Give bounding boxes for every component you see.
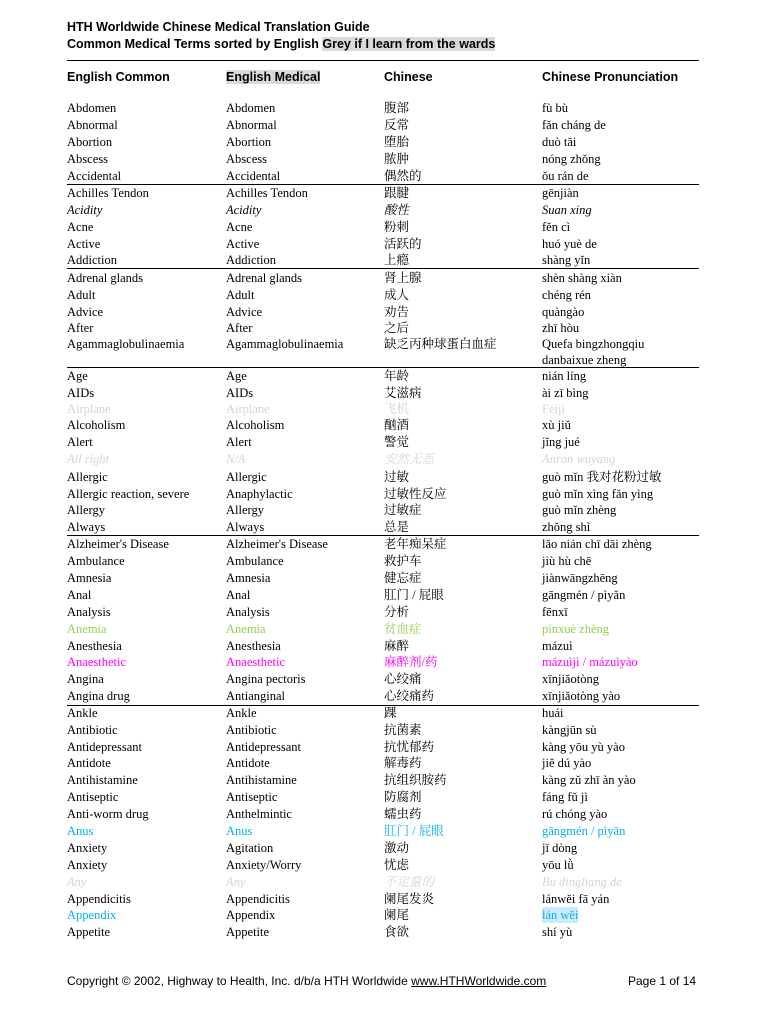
- english-common-cell: All right: [67, 452, 110, 466]
- chinese-cell: 跟腱: [384, 186, 410, 200]
- chinese-cell: 麻醉: [384, 639, 410, 653]
- english-common-cell: Abdomen: [67, 101, 117, 115]
- pronunciation-cell: jiù hù chē: [542, 554, 592, 568]
- pronunciation-cell: shàng yǐn: [542, 253, 591, 267]
- english-medical-cell: Advice: [226, 305, 263, 319]
- pronunciation-cell: xīnjiǎotòng yào: [542, 689, 621, 703]
- english-medical-cell: Addiction: [226, 253, 276, 267]
- pronunciation-cell: fǎn cháng de: [542, 118, 606, 132]
- chinese-cell: 总是: [384, 520, 410, 534]
- pronunciation-cell: fěn cì: [542, 220, 571, 234]
- chinese-cell: 贫血症: [384, 622, 422, 636]
- english-medical-cell: Anthelmintic: [226, 807, 292, 821]
- pronunciation-cell: Suan xing: [542, 203, 592, 217]
- pronunciation-cell: mázuìjì / mázuìyào: [542, 655, 638, 669]
- english-medical-cell: Adult: [226, 288, 255, 302]
- chinese-cell: 救护车: [384, 554, 422, 568]
- pronunciation-cell: rú chóng yào: [542, 807, 608, 821]
- pronunciation-cell: gēnjiàn: [542, 186, 579, 200]
- pronunciation-cell: huó yuè de: [542, 237, 597, 251]
- english-medical-cell: Allergic: [226, 470, 267, 484]
- english-medical-cell: Appendicitis: [226, 892, 290, 906]
- pronunciation-cell: yōu lǜ: [542, 858, 574, 872]
- english-common-cell: Active: [67, 237, 101, 251]
- english-medical-cell: Antihistamine: [226, 773, 297, 787]
- english-medical-cell: Airplane: [226, 402, 270, 416]
- english-medical-cell: Antianginal: [226, 689, 286, 703]
- english-common-cell: Angina drug: [67, 689, 130, 703]
- english-common-cell: Antidote: [67, 756, 111, 770]
- english-common-cell: Addiction: [67, 253, 117, 267]
- english-common-cell: Advice: [67, 305, 104, 319]
- chinese-cell: 抗组织胺药: [384, 773, 447, 787]
- section-divider: [67, 367, 699, 368]
- english-medical-cell: Antibiotic: [226, 723, 277, 737]
- english-medical-cell: Anal: [226, 588, 251, 602]
- chinese-cell: 肾上腺: [384, 271, 422, 285]
- pronunciation-cell: nóng zhǒng: [542, 152, 601, 166]
- subtitle-text: Common Medical Terms sorted by English: [67, 37, 319, 51]
- chinese-cell: 酸性: [384, 203, 410, 217]
- copyright-text: Copyright © 2002, Highway to Health, Inc. d/b/a HTH Worldwide: [67, 974, 408, 988]
- section-divider: [67, 535, 699, 536]
- english-medical-cell: Abortion: [226, 135, 272, 149]
- english-common-cell: Angina: [67, 672, 104, 686]
- pronunciation-cell: gāngmén / pìyǎn: [542, 588, 626, 602]
- chinese-cell: 警觉: [384, 435, 410, 449]
- english-medical-cell: Abscess: [226, 152, 267, 166]
- english-medical-cell: Anxiety/Worry: [226, 858, 302, 872]
- chinese-cell: 飞机: [384, 402, 410, 416]
- chinese-cell: 过敏症: [384, 503, 422, 517]
- pronunciation-cell: lán wěi: [542, 908, 579, 922]
- chinese-cell: 抗忧郁药: [384, 740, 435, 754]
- english-common-cell: Airplane: [67, 402, 111, 416]
- chinese-cell: 堕胎: [384, 135, 410, 149]
- english-common-cell: Always: [67, 520, 106, 534]
- english-common-cell: Amnesia: [67, 571, 112, 585]
- english-medical-cell: N/A: [226, 452, 246, 466]
- chinese-cell: 腹部: [384, 101, 410, 115]
- chinese-cell: 肛门 / 屁眼: [384, 824, 444, 838]
- chinese-cell: 老年痴呆症: [384, 537, 447, 551]
- english-common-cell: AIDs: [67, 386, 95, 400]
- chinese-cell: 忧虑: [384, 858, 410, 872]
- pronunciation-cell: Quefa bingzhongqiu danbaixue zheng: [542, 337, 645, 367]
- document-title: HTH Worldwide Chinese Medical Translation Guide: [67, 20, 370, 34]
- english-medical-cell: Any: [226, 875, 246, 889]
- english-medical-cell: Analysis: [226, 605, 270, 619]
- column-header-english-common: English Common: [67, 70, 170, 84]
- english-medical-cell: Anaesthetic: [226, 655, 286, 669]
- pronunciation-cell: ǒu rán de: [542, 169, 589, 183]
- section-divider: [67, 60, 699, 61]
- pronunciation-cell: fēnxī: [542, 605, 568, 619]
- english-common-cell: Anal: [67, 588, 92, 602]
- chinese-cell: 分析: [384, 605, 410, 619]
- english-common-cell: Antihistamine: [67, 773, 138, 787]
- pronunciation-cell: fù bù: [542, 101, 569, 115]
- english-medical-cell: Anemia: [226, 622, 266, 636]
- english-common-cell: Antibiotic: [67, 723, 118, 737]
- english-medical-cell: Alert: [226, 435, 252, 449]
- chinese-cell: 酗酒: [384, 418, 410, 432]
- chinese-cell: 不定量的: [384, 875, 435, 889]
- english-common-cell: Accidental: [67, 169, 122, 183]
- pronunciation-cell: kàng zǔ zhī àn yào: [542, 773, 636, 787]
- chinese-cell: 之后: [384, 321, 410, 335]
- column-header-chinese: Chinese: [384, 70, 433, 84]
- pronunciation-cell: lǎo nián chī dāi zhèng: [542, 537, 652, 551]
- english-common-cell: Allergic: [67, 470, 108, 484]
- english-medical-cell: Appendix: [226, 908, 276, 922]
- english-common-cell: Alert: [67, 435, 93, 449]
- english-medical-cell: Acidity: [226, 203, 262, 217]
- chinese-cell: 解毒药: [384, 756, 422, 770]
- english-medical-cell: Age: [226, 369, 247, 383]
- chinese-cell: 脓肿: [384, 152, 410, 166]
- column-header-english-medical-label: English Medical: [226, 70, 321, 84]
- chinese-cell: 粉刺: [384, 220, 410, 234]
- chinese-cell: 年龄: [384, 369, 410, 383]
- pronunciation-cell: jǐng jué: [542, 435, 580, 449]
- english-common-cell: Acidity: [67, 203, 103, 217]
- english-medical-cell: Always: [226, 520, 265, 534]
- pronunciation-cell: xīnjiǎotòng: [542, 672, 599, 686]
- english-common-cell: Appetite: [67, 925, 111, 939]
- chinese-cell: 蠕虫药: [384, 807, 422, 821]
- english-common-cell: Alzheimer's Disease: [67, 537, 169, 551]
- pronunciation-cell: shèn shàng xiàn: [542, 271, 622, 285]
- chinese-cell: 安然无恙: [384, 452, 435, 466]
- english-common-cell: Any: [67, 875, 87, 889]
- pronunciation-cell: shí yù: [542, 925, 573, 939]
- english-common-cell: Antidepressant: [67, 740, 142, 754]
- english-medical-cell: Anaphylactic: [226, 487, 293, 501]
- chinese-cell: 阑尾发炎: [384, 892, 435, 906]
- footer-copyright: [67, 974, 546, 988]
- english-medical-cell: AIDs: [226, 386, 254, 400]
- chinese-cell: 活跃的: [384, 237, 422, 251]
- pronunciation-cell: gāngmén / pìyǎn: [542, 824, 626, 838]
- chinese-cell: 食欲: [384, 925, 410, 939]
- english-medical-cell: Agitation: [226, 841, 274, 855]
- english-medical-cell: Appetite: [226, 925, 270, 939]
- section-divider: [67, 184, 699, 185]
- english-medical-cell: Alcoholism: [226, 418, 285, 432]
- chinese-cell: 艾滋病: [384, 386, 422, 400]
- pronunciation-cell: guò mǐn zhèng: [542, 503, 617, 517]
- english-common-cell: Ambulance: [67, 554, 125, 568]
- chinese-cell: 上瘾: [384, 253, 410, 267]
- english-medical-cell: Allergy: [226, 503, 264, 517]
- english-common-cell: Allergic reaction, severe: [67, 487, 190, 501]
- english-common-cell: Anti-worm drug: [67, 807, 149, 821]
- english-common-cell: Alcoholism: [67, 418, 126, 432]
- english-common-cell: Ankle: [67, 706, 98, 720]
- pronunciation-cell: jī dòng: [542, 841, 578, 855]
- chinese-cell: 抗菌素: [384, 723, 422, 737]
- english-common-cell: Allergy: [67, 503, 105, 517]
- english-medical-cell: Anesthesia: [226, 639, 281, 653]
- english-common-cell: Abscess: [67, 152, 108, 166]
- section-divider: [67, 268, 699, 269]
- chinese-cell: 劝告: [384, 305, 410, 319]
- section-divider: [67, 705, 699, 706]
- chinese-cell: 心绞痛药: [384, 689, 435, 703]
- pronunciation-cell: kàng yōu yù yào: [542, 740, 625, 754]
- pronunciation-cell: quàngào: [542, 305, 585, 319]
- english-common-cell: Adrenal glands: [67, 271, 144, 285]
- english-medical-cell: Acne: [226, 220, 253, 234]
- english-medical-cell: Antiseptic: [226, 790, 278, 804]
- english-common-cell: Anesthesia: [67, 639, 122, 653]
- chinese-cell: 心绞痛: [384, 672, 422, 686]
- chinese-cell: 成人: [384, 288, 410, 302]
- pronunciation-cell: lánwěi fā yán: [542, 892, 610, 906]
- english-common-cell: Anemia: [67, 622, 107, 636]
- pronunciation-cell: fáng fǔ jì: [542, 790, 588, 804]
- english-common-cell: Achilles Tendon: [67, 186, 149, 200]
- chinese-cell: 肛门 / 屁眼: [384, 588, 444, 602]
- english-medical-cell: Angina pectoris: [226, 672, 306, 686]
- english-common-cell: Adult: [67, 288, 96, 302]
- pronunciation-cell: Bu dingliang de: [542, 875, 622, 889]
- english-common-cell: Anaesthetic: [67, 655, 127, 669]
- chinese-cell: 激动: [384, 841, 410, 855]
- chinese-cell: 缺乏丙种球蛋白血症: [384, 337, 497, 351]
- website-link[interactable]: www.HTHWorldwide.com: [411, 974, 547, 988]
- pronunciation-cell: ài zī bìng: [542, 386, 589, 400]
- page-number: Page 1 of 14: [628, 974, 697, 988]
- subtitle-highlight-note: Grey if I learn from the wards: [322, 37, 496, 51]
- pronunciation-cell: kàngjūn sù: [542, 723, 597, 737]
- chinese-cell: 阑尾: [384, 908, 410, 922]
- english-medical-cell: Alzheimer's Disease: [226, 537, 328, 551]
- english-medical-cell: Abnormal: [226, 118, 277, 132]
- english-common-cell: Appendix: [67, 908, 117, 922]
- english-medical-cell: Antidote: [226, 756, 270, 770]
- pronunciation-cell: Anran wuyang: [542, 452, 616, 466]
- english-common-cell: Anxiety: [67, 858, 108, 872]
- english-common-cell: Abortion: [67, 135, 113, 149]
- english-common-cell: Anxiety: [67, 841, 108, 855]
- column-header-english-medical: [226, 70, 320, 84]
- chinese-cell: 偶然的: [384, 169, 422, 183]
- english-medical-cell: Active: [226, 237, 260, 251]
- english-medical-cell: Amnesia: [226, 571, 271, 585]
- english-medical-cell: Adrenal glands: [226, 271, 303, 285]
- english-common-cell: After: [67, 321, 94, 335]
- english-medical-cell: After: [226, 321, 253, 335]
- english-common-cell: Appendicitis: [67, 892, 131, 906]
- pronunciation-cell: zhī hòu: [542, 321, 580, 335]
- pronunciation-cell: Feiji: [542, 402, 565, 416]
- pronunciation-cell: mázuì: [542, 639, 573, 653]
- chinese-cell: 防腐剂: [384, 790, 422, 804]
- english-medical-cell: Anus: [226, 824, 253, 838]
- chinese-cell: 反常: [384, 118, 410, 132]
- english-medical-cell: Ankle: [226, 706, 257, 720]
- document-subtitle: [67, 37, 495, 51]
- english-common-cell: Anus: [67, 824, 94, 838]
- pronunciation-cell: nián líng: [542, 369, 587, 383]
- chinese-cell: 踝: [384, 706, 397, 720]
- english-medical-cell: Ambulance: [226, 554, 284, 568]
- chinese-cell: 健忘症: [384, 571, 422, 585]
- column-header-pronunciation: Chinese Pronunciation: [542, 70, 679, 84]
- pronunciation-cell: chéng rén: [542, 288, 591, 302]
- english-medical-cell: Accidental: [226, 169, 281, 183]
- english-medical-cell: Abdomen: [226, 101, 276, 115]
- pronunciation-cell: jiànwāngzhēng: [542, 571, 618, 585]
- english-common-cell: Agammaglobulinaemia: [67, 337, 185, 351]
- pronunciation-cell: duò tāi: [542, 135, 577, 149]
- pronunciation-cell: jiě dú yào: [542, 756, 592, 770]
- english-common-cell: Acne: [67, 220, 94, 234]
- english-common-cell: Abnormal: [67, 118, 118, 132]
- english-medical-cell: Achilles Tendon: [226, 186, 308, 200]
- english-medical-cell: Agammaglobulinaemia: [226, 337, 344, 351]
- pronunciation-cell: guò mǐn 我对花粉过敏: [542, 470, 662, 484]
- pronunciation-cell: pínxuè zhèng: [542, 622, 609, 636]
- pronunciation-cell: huái: [542, 706, 564, 720]
- pronunciation-cell: zhǒng shì: [542, 520, 591, 534]
- english-medical-cell: Antidepressant: [226, 740, 301, 754]
- english-common-cell: Antiseptic: [67, 790, 119, 804]
- english-common-cell: Analysis: [67, 605, 111, 619]
- chinese-cell: 麻醉剂/药: [384, 655, 438, 669]
- pronunciation-cell: xù jiǔ: [542, 418, 571, 432]
- chinese-cell: 过敏性反应: [384, 487, 447, 501]
- chinese-cell: 过敏: [384, 470, 410, 484]
- pronunciation-cell: guò mǐn xìng fǎn yìng: [542, 487, 654, 501]
- english-common-cell: Age: [67, 369, 88, 383]
